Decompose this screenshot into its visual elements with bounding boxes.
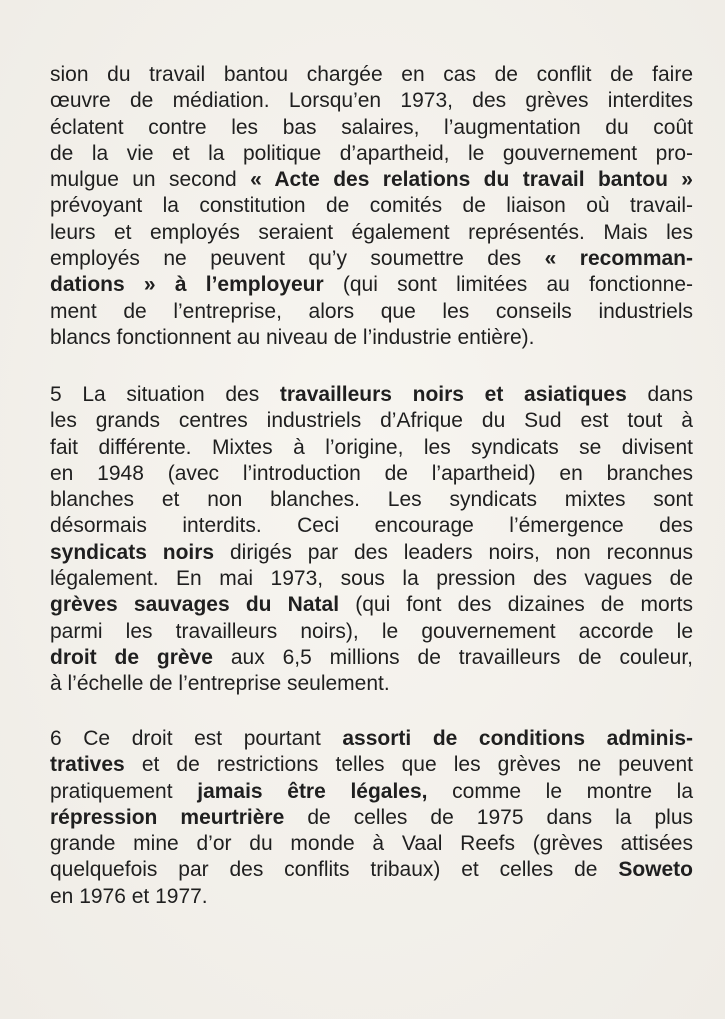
paragraph-6 [50,726,693,910]
text-segment: 5 La situation des [50,383,280,406]
text-segment: pratiquement [50,779,198,803]
text-line [50,62,693,88]
bold-term: « recomman- [544,247,693,271]
text-segment: en 1948 (avec l’introduction de l’apartheid) en branches [50,461,693,485]
text-segment: œuvre de médiation. Lorsqu’en 1973, des grèves interdites [50,89,693,113]
text-segment: (qui font des dizaines de morts [339,593,693,617]
text-line [50,540,693,566]
text-line [50,671,693,697]
bold-term: droit de grève [50,645,213,669]
text-segment: et de restrictions telles que les grèves ne peuvent [124,753,693,777]
text-segment: dans [626,383,693,406]
text-line [50,726,693,752]
text-segment: légalement. En mai 1973, sous la pression des vagues de [50,567,693,591]
text-line [50,857,693,883]
bold-term: syndicats noirs [50,540,215,564]
text-line [50,461,693,487]
text-line [50,779,693,805]
text-line [50,382,693,408]
text-line [50,299,693,325]
text-segment: 6 Ce droit est pourtant [50,727,343,750]
paragraph-intro [50,62,693,351]
text-segment: comme le montre la [427,779,693,803]
bold-term: Soweto [618,858,693,882]
text-segment: quelquefois par des conflits tribaux) et celles de [50,858,619,882]
text-line [50,513,693,539]
text-line [50,193,693,219]
paragraph-5 [50,382,693,698]
text-line [50,592,693,618]
text-line [50,884,693,910]
bold-term: tratives [50,753,125,777]
text-segment: prévoyant la constitution de comités de liaison où travail- [50,194,693,218]
text-line [50,167,693,193]
text-segment: de la vie et la politique d’apartheid, le gouvernement pro- [50,141,693,165]
text-segment: grande mine d’or du monde à Vaal Reefs (grèves attisées [50,832,693,856]
text-segment: parmi les travailleurs noirs), le gouvernement accorde le [50,619,693,643]
text-segment: dirigés par des leaders noirs, non reconnus [214,540,693,564]
text-line [50,141,693,167]
text-segment: fait différente. Mixtes à l’origine, les syndicats se divisent [50,435,693,459]
bold-term: grèves sauvages du Natal [50,593,340,617]
text-line [50,115,693,141]
text-segment: désormais interdits. Ceci encourage l’émergence des [50,514,693,538]
text-segment: (qui sont limitées au fonctionne- [323,273,693,297]
text-segment: blanches et non blanches. Les syndicats mixtes sont [50,488,693,512]
text-line [50,831,693,857]
text-line [50,408,693,434]
text-segment: blancs fonctionnent au niveau de l’industrie entière). [50,325,535,349]
text-segment: sion du travail bantou chargée en cas de conflit de faire [50,63,693,86]
text-line [50,487,693,513]
text-line [50,619,693,645]
text-line [50,435,693,461]
text-segment: ment de l’entreprise, alors que les conseils industriels [50,299,693,323]
text-segment: de celles de 1975 dans la plus [284,805,693,829]
bold-term: répression meurtrière [50,805,285,829]
text-line [50,220,693,246]
text-segment: à l’échelle de l’entreprise seulement. [50,672,390,696]
text-segment: employés ne peuvent qu’y soumettre des [50,247,545,271]
text-line [50,752,693,778]
text-line [50,272,693,298]
bold-term: assorti de conditions adminis- [342,727,694,750]
text-line [50,88,693,114]
text-line [50,566,693,592]
bold-term: « Acte des relations du travail bantou » [250,168,693,192]
bold-term: dations » à l’employeur [50,273,324,297]
bold-term: travailleurs noirs et asiatiques [279,383,627,406]
text-segment: les grands centres industriels d’Afrique du Sud est tout à [50,409,693,433]
text-line [50,325,693,351]
text-segment: leurs et employés seraient également représentés. Mais les [50,220,693,244]
bold-term: jamais être légales, [197,779,428,803]
text-line [50,645,693,671]
text-segment: éclatent contre les bas salaires, l’augmentation du coût [50,115,693,139]
text-segment: aux 6,5 millions de travailleurs de couleur, [212,645,693,669]
text-segment: en 1976 et 1977. [50,884,208,908]
text-segment: mulgue un second [50,168,251,192]
text-line [50,246,693,272]
text-line [50,805,693,831]
